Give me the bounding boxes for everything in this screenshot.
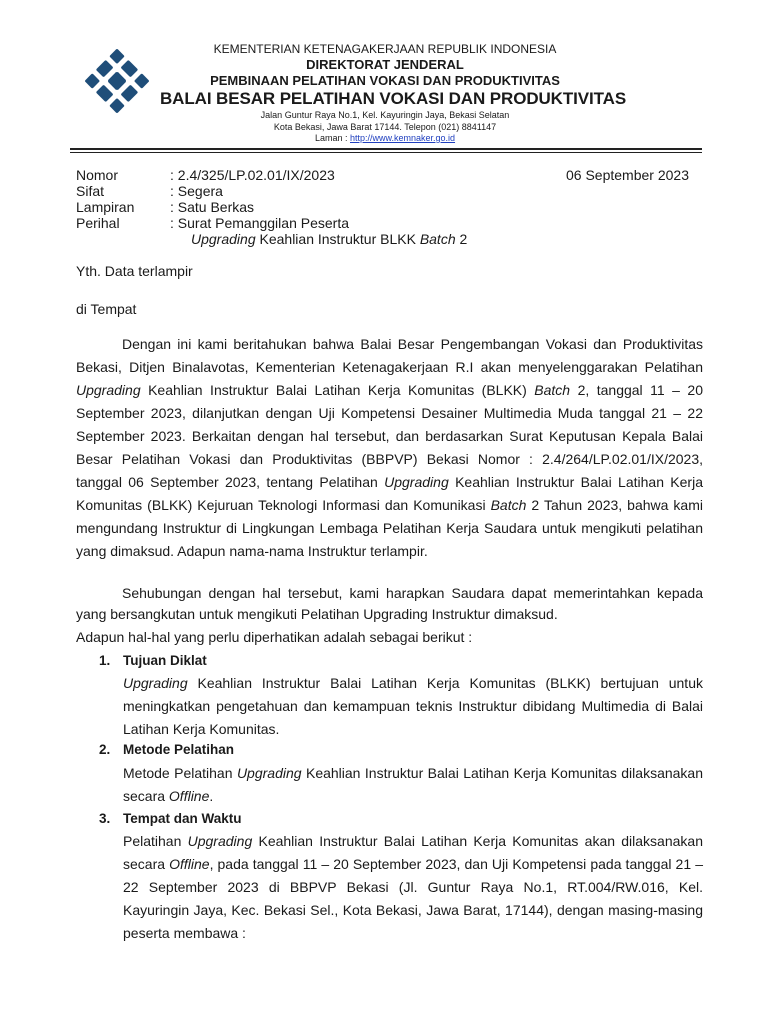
letter-date: 06 September 2023	[566, 167, 689, 183]
address-line-1: Jalan Guntur Raya No.1, Kel. Kayuringin Jaya, Bekasi Selatan	[260, 110, 510, 120]
body-paragraph-1: Dengan ini kami beritahukan bahwa Balai Besar Pengembangan Vokasi dan Produktivitas Bekasi, Ditjen Binalavotas, Kementerian Ketenagakerjaan R.I akan menyelenggarakan Pelatihan Upgrading Keahlian Instruktur Balai Latihan Kerja Komunitas (BLKK) Batch 2, tanggal 11 – 20 September 2023, dilanjutkan dengan Uji Kompetensi Desainer Multimedia Muda tanggal 21 – 22 September 2023. Berkaitan dengan hal tersebut, dan berdasarkan Surat Keputusan Kepala Balai Besar Pelatihan Vokasi dan Produktivitas (BBPVP) Bekasi Nomor : 2.4/264/LP.02.01/IX/2023, tanggal 06 September 2023, tentang Pelatihan Upgrading Keahlian Instruktur Balai Latihan Kerja Komunitas (BLKK) Kejuruan Teknologi Informasi dan Komunikasi Batch 2 Tahun 2023, bahwa kami mengundang Instruktur di Lingkungan Lembaga Pelatihan Kerja Saudara untuk mengikuti pelatihan yang dimaksud. Adapun nama-nama Instruktur terlampir.	[76, 336, 703, 559]
lampiran-label: Lampiran	[76, 199, 135, 215]
addressee: Yth. Data terlampir	[76, 263, 193, 279]
nomor-label: Nomor	[76, 167, 119, 183]
address-line-2: Kota Bekasi, Jawa Barat 17144. Telepon (021) 8841147	[273, 122, 497, 132]
section-1-title: Tujuan Diklat	[123, 653, 207, 668]
lampiran-value: : Satu Berkas	[170, 199, 255, 215]
perihal-value: : Surat Pemanggilan Peserta	[170, 215, 349, 231]
institution-name: BALAI BESAR PELATIHAN VOKASI DAN PRODUKTIVITAS	[160, 89, 627, 108]
division-name: PEMBINAAN PELATIHAN VOKASI DAN PRODUKTIVITAS	[210, 73, 560, 88]
section-2-title: Metode Pelatihan	[123, 742, 235, 757]
directorate-name: DIREKTORAT JENDERAL	[306, 57, 464, 72]
ministry-name: KEMENTERIAN KETENAGAKERJAAN REPUBLIK INDONESIA	[213, 42, 557, 56]
body-paragraph-2: Sehubungan dengan hal tersebut, kami harapkan Saudara dapat memerintahkan kepada yang bersangkutan untuk mengikuti Pelatihan Upgrading Instruktur dimaksud.	[76, 585, 703, 622]
perihal-label: Perihal	[76, 215, 120, 231]
perihal-line-2: Upgrading Keahlian Instruktur BLKK Batch 2	[191, 231, 468, 247]
sifat-label: Sifat	[76, 183, 105, 199]
website-line	[160, 133, 610, 143]
section-3-number: 3.	[99, 811, 111, 826]
section-1-number: 1.	[99, 653, 111, 668]
sifat-value: : Segera	[170, 183, 223, 199]
website-link[interactable]: http://www.kemnaker.go.id	[349, 133, 456, 143]
header-rule-thin	[70, 152, 702, 153]
section-3-body: Pelatihan Upgrading Keahlian Instruktur Balai Latihan Kerja Komunitas akan dilaksanakan secara Offline, pada tanggal 11 – 20 September 2023, dan Uji Kompetensi pada tanggal 21 – 22 September 2023 di BBPVP Bekasi (Jl. Guntur Raya No.1, RT.004/RW.016, Kel. Kayuringin Jaya, Kec. Bekasi Sel., Kota Bekasi, Jawa Barat, 17144), dengan masing-masing peserta membawa :	[123, 833, 703, 941]
section-2-body: Metode Pelatihan Upgrading Keahlian Instruktur Balai Latihan Kerja Komunitas dilaksanakan secara Offline.	[123, 765, 703, 804]
section-3-title: Tempat dan Waktu	[123, 811, 242, 826]
ministry-logo	[77, 44, 157, 118]
nomor-value: : 2.4/325/LP.02.01/IX/2023	[170, 167, 335, 183]
website-label: Laman :	[314, 133, 350, 143]
body-paragraph-3: Adapun hal-hal yang perlu diperhatikan adalah sebagai berikut :	[76, 629, 473, 645]
section-1-body: Upgrading Keahlian Instruktur Balai Latihan Kerja Komunitas (BLKK) bertujuan untuk meningkatkan pengetahuan dan kemampuan teknis Instruktur dibidang Multimedia di Balai Latihan Kerja Komunitas.	[123, 675, 703, 737]
section-2-number: 2.	[99, 742, 111, 757]
header-rule-thick	[70, 148, 702, 150]
addressee-place: di Tempat	[76, 301, 137, 317]
